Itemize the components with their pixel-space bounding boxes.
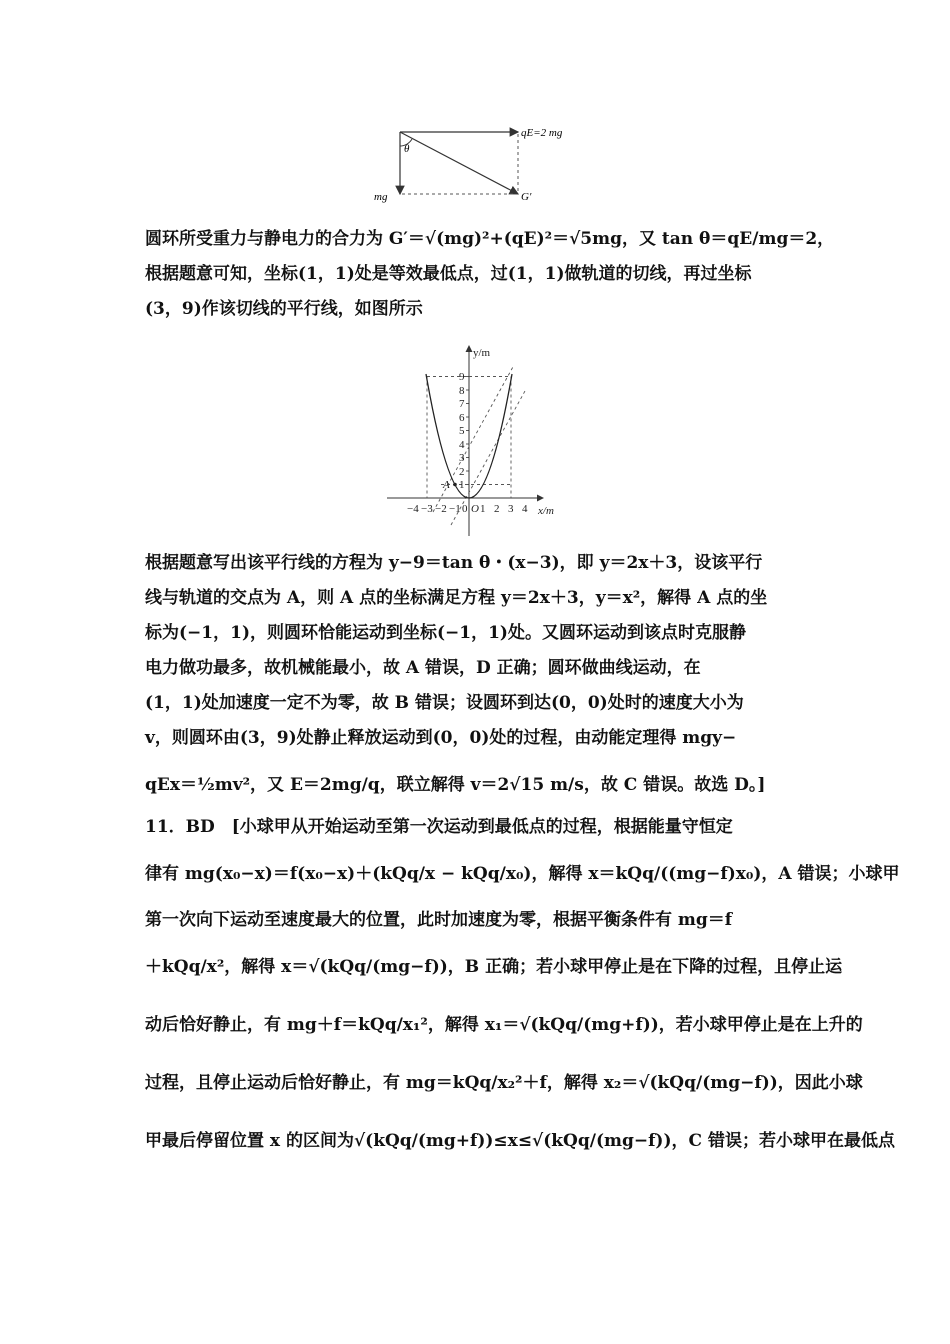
origin-label: O xyxy=(471,503,479,515)
y-tick-9: 9 xyxy=(459,371,465,383)
point-a-label: A xyxy=(443,479,450,491)
para2-line-7: qEx＝½mv²，又 E＝2mg/q，联立解得 v＝2√15 m/s，故 C 错误。故选 D。] xyxy=(145,775,766,795)
y-tick-1: 1 xyxy=(459,479,465,491)
para2-line-2: 线与轨道的交点为 A，则 A 点的坐标满足方程 y＝2x＋3，y＝x²，解得 A 点的坐 xyxy=(145,588,768,608)
para1-line-2: 根据题意可知，坐标(1，1)处是等效最低点，过(1，1)做轨道的切线，再过坐标 xyxy=(145,264,752,284)
y-tick-8: 8 xyxy=(459,385,465,397)
para2-line-1: 根据题意写出该平行线的方程为 y−9＝tan θ・(x−3)，即 y＝2x＋3，设该平行 xyxy=(145,553,763,573)
para1-line-3: (3，9)作该切线的平行线，如图所示 xyxy=(145,299,423,319)
para3-line-1: 11．BD [小球甲从开始运动至第一次运动到最低点的过程，根据能量守恒定 xyxy=(145,817,733,837)
y-tick-5: 5 xyxy=(459,425,465,437)
point-a xyxy=(453,483,457,487)
para3-line-2: 律有 mg(x₀−x)＝f(x₀−x)＋(kQq/x − kQq/x₀)，解得 x＝kQq/((mg−f)x₀)，A 错误；小球甲 xyxy=(145,864,900,884)
paragraph-2 xyxy=(145,546,810,814)
x-tick-neg1: −1 xyxy=(449,503,461,515)
y-tick-7: 7 xyxy=(459,398,465,410)
para2-line-5: (1，1)处加速度一定不为零，故 B 错误；设圆环到达(0，0)处时的速度大小为 xyxy=(145,693,744,713)
para3-line-5: 动后恰好静止，有 mg＋f＝kQq/x₁²，解得 x₁＝√(kQq/(mg+f))，若小球甲停止是在上升的 xyxy=(145,1015,863,1035)
para2-line-3: 标为(−1，1)，则圆环恰能运动到坐标(−1，1)处。又圆环运动到该点时克服静 xyxy=(145,623,746,643)
label-qe: qE=2 mg xyxy=(521,127,563,139)
y-axis-label: y/m xyxy=(473,347,491,359)
resultant-arrow xyxy=(400,132,518,194)
force-diagram xyxy=(370,120,580,210)
x-tick-0: 0 xyxy=(462,503,468,515)
para3-line-7: 甲最后停留位置 x 的区间为√(kQq/(mg+f))≤x≤√(kQq/(mg−f))，C 错误；若小球甲在最低点 xyxy=(145,1131,895,1151)
x-tick-neg4: −4 xyxy=(407,503,419,515)
x-tick-1: 1 xyxy=(480,503,486,515)
para2-line-6: v，则圆环由(3，9)处静止释放运动到(0，0)处的过程，由动能定理得 mgy− xyxy=(145,728,737,748)
x-tick-3: 3 xyxy=(508,503,514,515)
y-tick-3: 3 xyxy=(459,452,465,464)
para1-line-1: 圆环所受重力与静电力的合力为 G′＝√(mg)²+(qE)²＝√5mg，又 tan θ＝qE/mg＝2， xyxy=(145,229,835,249)
y-tick-4: 4 xyxy=(459,439,465,451)
para3-line-3: 第一次向下运动至速度最大的位置，此时加速度为零，根据平衡条件有 mg＝f xyxy=(145,910,733,930)
label-g-prime: G′ xyxy=(521,191,532,203)
para2-line-4: 电力做功最多，故机械能最小，故 A 错误，D 正确；圆环做曲线运动，在 xyxy=(145,658,701,678)
y-tick-2: 2 xyxy=(459,466,465,478)
para3-line-4: ＋kQq/x²，解得 x＝√(kQq/(mg−f))，B 正确；若小球甲停止是在下降的过程，且停止运 xyxy=(145,957,843,977)
x-axis-label: x/m xyxy=(538,505,554,517)
x-tick-neg2: −2 xyxy=(435,503,447,515)
y-tick-6: 6 xyxy=(459,412,465,424)
label-mg: mg xyxy=(374,191,388,203)
x-tick-2: 2 xyxy=(494,503,500,515)
label-theta: θ xyxy=(404,143,410,155)
paragraph-1 xyxy=(145,222,835,327)
x-tick-neg3: −3 xyxy=(421,503,433,515)
paragraph-3 xyxy=(145,810,900,1170)
para3-line-6: 过程，且停止运动后恰好静止，有 mg＝kQq/x₂²＋f，解得 x₂＝√(kQq/(mg−f))，因此小球 xyxy=(145,1073,863,1093)
x-tick-4: 4 xyxy=(522,503,528,515)
parabola-graph xyxy=(385,340,575,540)
